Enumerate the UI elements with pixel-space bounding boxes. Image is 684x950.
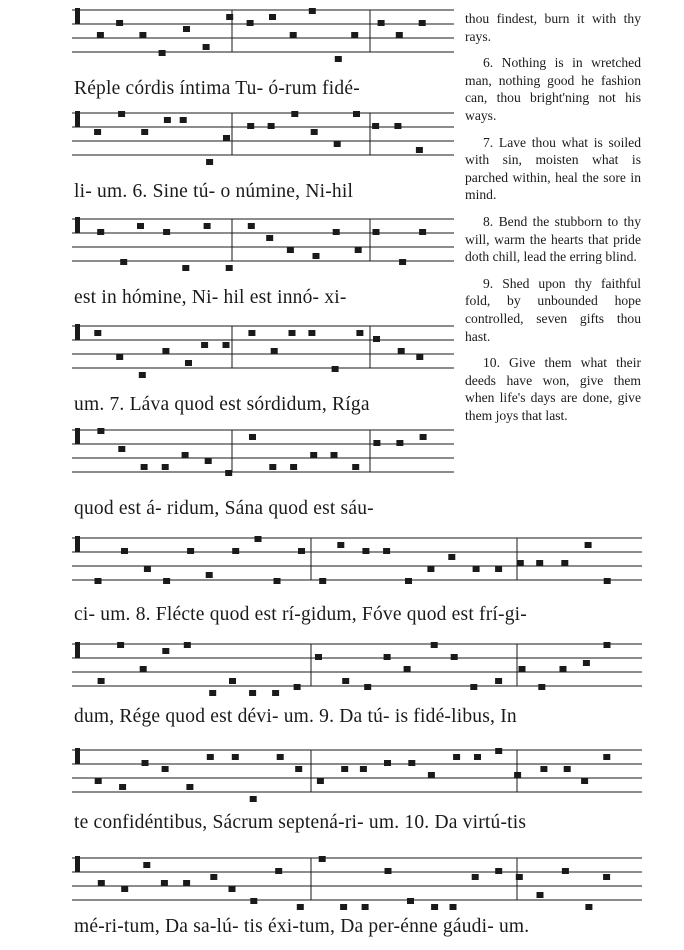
- neume-note: [275, 868, 282, 874]
- neume-note: [399, 259, 406, 265]
- lyric-line: li- um. 6. Sine tú- o númine, Ni-hil: [74, 181, 354, 202]
- neume-note: [407, 898, 414, 904]
- neume-note: [183, 880, 190, 886]
- lyric-line: um. 7. Láva quod est sórdidum, Ríga: [74, 394, 370, 415]
- neume-note: [223, 135, 230, 141]
- chant-staff: [72, 634, 642, 714]
- neume-note: [223, 342, 230, 348]
- neume-note: [206, 159, 213, 165]
- neume-note: [604, 642, 611, 648]
- neume-note: [137, 223, 144, 229]
- neume-note: [298, 548, 305, 554]
- lyric-line: est in hómine, Ni- hil est innó- xi-: [74, 287, 347, 308]
- neume-note: [334, 141, 341, 147]
- neume-note: [373, 336, 380, 342]
- neume-note: [180, 117, 187, 123]
- neume-note: [249, 690, 256, 696]
- chant-staff: [72, 420, 454, 500]
- neume-note: [495, 566, 502, 572]
- neume-note: [248, 223, 255, 229]
- translation-column: [465, 10, 641, 433]
- neume-note: [142, 760, 149, 766]
- chant-staff: [72, 528, 642, 608]
- neume-note: [140, 666, 147, 672]
- neume-note: [416, 147, 423, 153]
- neume-note: [277, 754, 284, 760]
- neume-note: [519, 666, 526, 672]
- neume-note: [451, 654, 458, 660]
- neume-note: [232, 754, 239, 760]
- neume-note: [250, 898, 257, 904]
- neume-note: [394, 123, 401, 129]
- neume-note: [144, 566, 151, 572]
- neume-note: [94, 129, 101, 135]
- neume-note: [116, 20, 123, 26]
- neume-note: [472, 874, 479, 880]
- neume-note: [342, 678, 349, 684]
- neume-note: [185, 360, 192, 366]
- neume-note: [416, 354, 423, 360]
- neume-note: [121, 886, 128, 892]
- lyric-line: te confidéntibus, Sácrum septená-ri- um. 10. Da virtú-tis: [74, 812, 527, 833]
- neume-note: [384, 760, 391, 766]
- neume-note: [310, 452, 317, 458]
- neume-note: [250, 796, 257, 802]
- neume-note: [341, 766, 348, 772]
- neume-note: [396, 440, 403, 446]
- neume-note: [249, 434, 256, 440]
- chant-staff: [72, 316, 454, 396]
- lyric-line: dum, Rége quod est dévi- um. 9. Da tú- is fidé-libus, In: [74, 706, 517, 727]
- neume-note: [583, 660, 590, 666]
- neume-note: [141, 464, 148, 470]
- neume-note: [373, 440, 380, 446]
- neume-note: [420, 434, 427, 440]
- neume-note: [448, 554, 455, 560]
- neume-note: [398, 348, 405, 354]
- neume-note: [331, 452, 338, 458]
- neume-note: [255, 536, 262, 542]
- neume-note: [162, 348, 169, 354]
- neume-note: [164, 117, 171, 123]
- chant-staff: [72, 0, 454, 80]
- neume-note: [291, 111, 298, 117]
- neume-note: [308, 330, 315, 336]
- neume-note: [207, 754, 214, 760]
- chant-staff: [72, 209, 454, 289]
- neume-note: [561, 560, 568, 566]
- neume-note: [404, 666, 411, 672]
- chant-staff: [72, 740, 642, 820]
- clef-mark: [75, 217, 80, 233]
- neume-note: [364, 684, 371, 690]
- neume-note: [268, 123, 275, 129]
- neume-note: [360, 766, 367, 772]
- neume-note: [335, 56, 342, 62]
- neume-note: [117, 642, 124, 648]
- neume-note: [537, 892, 544, 898]
- neume-note: [408, 760, 415, 766]
- neume-note: [229, 886, 236, 892]
- translation-intro: thou findest, burn it with thy rays.: [465, 11, 641, 44]
- neume-note: [162, 464, 169, 470]
- neume-note: [116, 354, 123, 360]
- neume-note: [97, 428, 104, 434]
- neume-note: [290, 464, 297, 470]
- neume-note: [564, 766, 571, 772]
- neume-note: [383, 548, 390, 554]
- neume-note: [431, 904, 438, 910]
- chant-staff: [72, 103, 454, 183]
- clef-mark: [75, 536, 80, 552]
- neume-note: [585, 904, 592, 910]
- neume-note: [183, 26, 190, 32]
- neume-note: [419, 229, 426, 235]
- neume-note: [210, 874, 217, 880]
- translation-verse-7: 7. Lave thou what is soiled with sin, moisten what is parched within, heal the sore in mind.: [465, 134, 641, 203]
- neume-note: [560, 666, 567, 672]
- neume-note: [604, 578, 611, 584]
- neume-note: [540, 766, 547, 772]
- neume-note: [352, 464, 359, 470]
- neume-note: [450, 904, 457, 910]
- neume-note: [294, 684, 301, 690]
- neume-note: [453, 754, 460, 760]
- neume-note: [317, 778, 324, 784]
- neume-note: [206, 572, 213, 578]
- neume-note: [163, 578, 170, 584]
- neume-note: [269, 14, 276, 20]
- neume-note: [120, 259, 127, 265]
- neume-note: [182, 452, 189, 458]
- clef-mark: [75, 111, 80, 127]
- neume-note: [247, 123, 254, 129]
- neume-note: [98, 678, 105, 684]
- neume-note: [603, 874, 610, 880]
- neume-note: [431, 642, 438, 648]
- neume-note: [313, 253, 320, 259]
- neume-note: [353, 111, 360, 117]
- neume-note: [204, 223, 211, 229]
- clef-mark: [75, 428, 80, 444]
- neume-note: [396, 32, 403, 38]
- neume-note: [247, 20, 254, 26]
- neume-note: [95, 578, 102, 584]
- neume-note: [340, 904, 347, 910]
- neume-note: [141, 129, 148, 135]
- neume-note: [229, 678, 236, 684]
- neume-note: [289, 330, 296, 336]
- neume-note: [495, 748, 502, 754]
- neume-note: [603, 754, 610, 760]
- neume-note: [355, 247, 362, 253]
- clef-mark: [75, 642, 80, 658]
- neume-note: [98, 880, 105, 886]
- neume-note: [139, 32, 146, 38]
- clef-mark: [75, 324, 80, 340]
- neume-note: [581, 778, 588, 784]
- neume-note: [163, 229, 170, 235]
- translation-verse-8: 8. Bend the stubborn to thy will, warm the hearts that pride doth chill, lead the erring blind.: [465, 213, 641, 265]
- neume-note: [319, 856, 326, 862]
- neume-note: [427, 566, 434, 572]
- neume-note: [182, 265, 189, 271]
- neume-note: [315, 654, 322, 660]
- clef-mark: [75, 8, 80, 24]
- neume-note: [266, 235, 273, 241]
- neume-note: [203, 44, 210, 50]
- neume-note: [585, 542, 592, 548]
- neume-note: [536, 560, 543, 566]
- lyric-line: Réple córdis íntima Tu- ó-rum fidé-: [74, 78, 360, 99]
- neume-note: [373, 229, 380, 235]
- neume-note: [428, 772, 435, 778]
- neume-note: [405, 578, 412, 584]
- neume-note: [473, 566, 480, 572]
- neume-note: [97, 229, 104, 235]
- clef-mark: [75, 856, 80, 872]
- neume-note: [309, 8, 316, 14]
- neume-note: [332, 366, 339, 372]
- neume-note: [311, 129, 318, 135]
- neume-note: [495, 868, 502, 874]
- neume-note: [362, 548, 369, 554]
- translation-verse-9: 9. Shed upon thy faithful fold, by unbounded hope controlled, seven gifts thou hast.: [465, 275, 641, 344]
- neume-note: [372, 123, 379, 129]
- neume-note: [201, 342, 208, 348]
- neume-note: [232, 548, 239, 554]
- neume-note: [186, 784, 193, 790]
- neume-note: [514, 772, 521, 778]
- neume-note: [319, 578, 326, 584]
- neume-note: [538, 684, 545, 690]
- neume-note: [271, 348, 278, 354]
- neume-note: [121, 548, 128, 554]
- neume-note: [143, 862, 150, 868]
- neume-note: [139, 372, 146, 378]
- neume-note: [290, 32, 297, 38]
- neume-note: [385, 868, 392, 874]
- neume-note: [337, 542, 344, 548]
- neume-note: [184, 642, 191, 648]
- neume-note: [159, 50, 166, 56]
- neume-note: [274, 578, 281, 584]
- neume-note: [205, 458, 212, 464]
- clef-mark: [75, 748, 80, 764]
- neume-note: [474, 754, 481, 760]
- neume-note: [362, 904, 369, 910]
- neume-note: [162, 766, 169, 772]
- neume-note: [119, 784, 126, 790]
- neume-note: [517, 560, 524, 566]
- neume-note: [295, 766, 302, 772]
- neume-note: [495, 678, 502, 684]
- neume-note: [187, 548, 194, 554]
- translation-verse-10: 10. Give them what their deeds have won, give them when life's days are done, give them joys that last.: [465, 355, 641, 423]
- neume-note: [226, 265, 233, 271]
- neume-note: [287, 247, 294, 253]
- neume-note: [272, 690, 279, 696]
- neume-note: [118, 446, 125, 452]
- neume-note: [209, 690, 216, 696]
- translation-verse-6: 6. Nothing is in wretched man, nothing good he fashion can, thou bright'ning not his ways.: [465, 55, 641, 123]
- neume-note: [248, 330, 255, 336]
- neume-note: [161, 880, 168, 886]
- neume-note: [378, 20, 385, 26]
- neume-note: [269, 464, 276, 470]
- neume-note: [351, 32, 358, 38]
- neume-note: [225, 470, 232, 476]
- neume-note: [94, 330, 101, 336]
- neume-note: [384, 654, 391, 660]
- neume-note: [297, 904, 304, 910]
- neume-note: [162, 648, 169, 654]
- neume-note: [333, 229, 340, 235]
- neume-note: [97, 32, 104, 38]
- lyric-line: mé-ri-tum, Da sa-lú- tis éxi-tum, Da per-énne gáudi- um.: [74, 916, 530, 937]
- lyric-line: ci- um. 8. Flécte quod est rí-gidum, Fóve quod est frí-gi-: [74, 604, 527, 625]
- lyric-line: quod est á- ridum, Sána quod est sáu-: [74, 498, 374, 519]
- neume-note: [95, 778, 102, 784]
- neume-note: [356, 330, 363, 336]
- neume-note: [470, 684, 477, 690]
- neume-note: [419, 20, 426, 26]
- neume-note: [118, 111, 125, 117]
- neume-note: [562, 868, 569, 874]
